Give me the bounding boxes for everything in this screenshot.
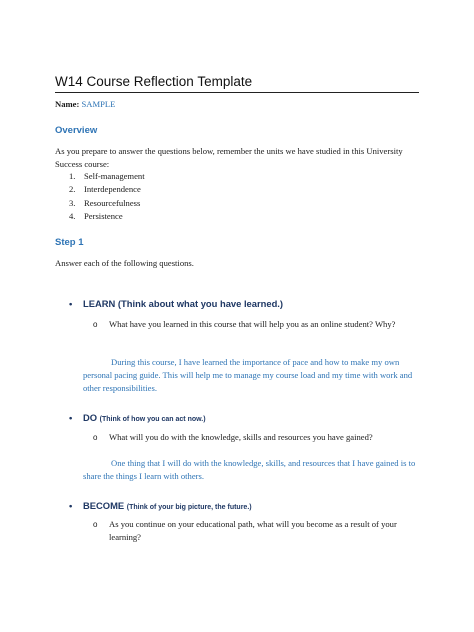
section-title: LEARN [83, 298, 116, 309]
list-label: Interdependence [84, 184, 141, 195]
section-note: (Think of how you can act now.) [99, 416, 206, 423]
name-line [55, 99, 115, 109]
question-text: What will you do with the knowledge, skills and resources you have gained? [109, 432, 373, 442]
name-value: SAMPLE [81, 99, 116, 109]
list-label: Self-management [84, 171, 145, 181]
sub-bullet-icon: o [93, 520, 98, 529]
list-number: 3. [69, 197, 76, 208]
learn-answer: During this course, I have learned the importance of pace and how to make my own personal pacing guide. This will help me to manage my course load and my time with work and other responsibilities. [83, 357, 413, 393]
list-number: 1. [69, 171, 76, 181]
sub-bullet-icon: o [93, 320, 98, 329]
step-heading: Step 1 [55, 237, 84, 248]
document-title: W14 Course Reflection Template [55, 74, 253, 89]
section-title: BECOME [83, 500, 125, 511]
question-text: What have you learned in this course that will help you as an online student? Why? [109, 319, 396, 329]
list-item [55, 170, 145, 183]
list-number: 2. [69, 184, 76, 195]
bullet-icon: • [69, 500, 73, 511]
bullet-icon: • [69, 298, 73, 309]
name-label: Name: [55, 99, 80, 109]
list-item [55, 197, 145, 210]
list-number: 4. [69, 211, 76, 222]
overview-text: As you prepare to answer the questions below, remember the units we have studied in this University Success course: [55, 146, 403, 169]
list-item [55, 210, 145, 223]
section-title: DO [83, 412, 98, 423]
list-item [55, 183, 145, 196]
question-text: As you continue on your educational path, what will you become as a result of your learning? [109, 519, 397, 542]
units-list [55, 170, 145, 224]
list-label: Resourcefulness [84, 197, 141, 208]
step-text: Answer each of the following questions. [55, 258, 194, 268]
section-note: (Think of your big picture, the future.) [126, 504, 252, 511]
do-answer: One thing that I will do with the knowledge, skills, and resources that I have gained is to share the things I learn with others. [83, 458, 416, 481]
title-divider [55, 92, 419, 93]
overview-heading: Overview [55, 125, 98, 136]
sub-bullet-icon: o [93, 433, 98, 442]
bullet-icon: • [69, 412, 73, 423]
section-note: (Think about what you have learned.) [117, 298, 284, 309]
list-label: Persistence [84, 211, 123, 222]
